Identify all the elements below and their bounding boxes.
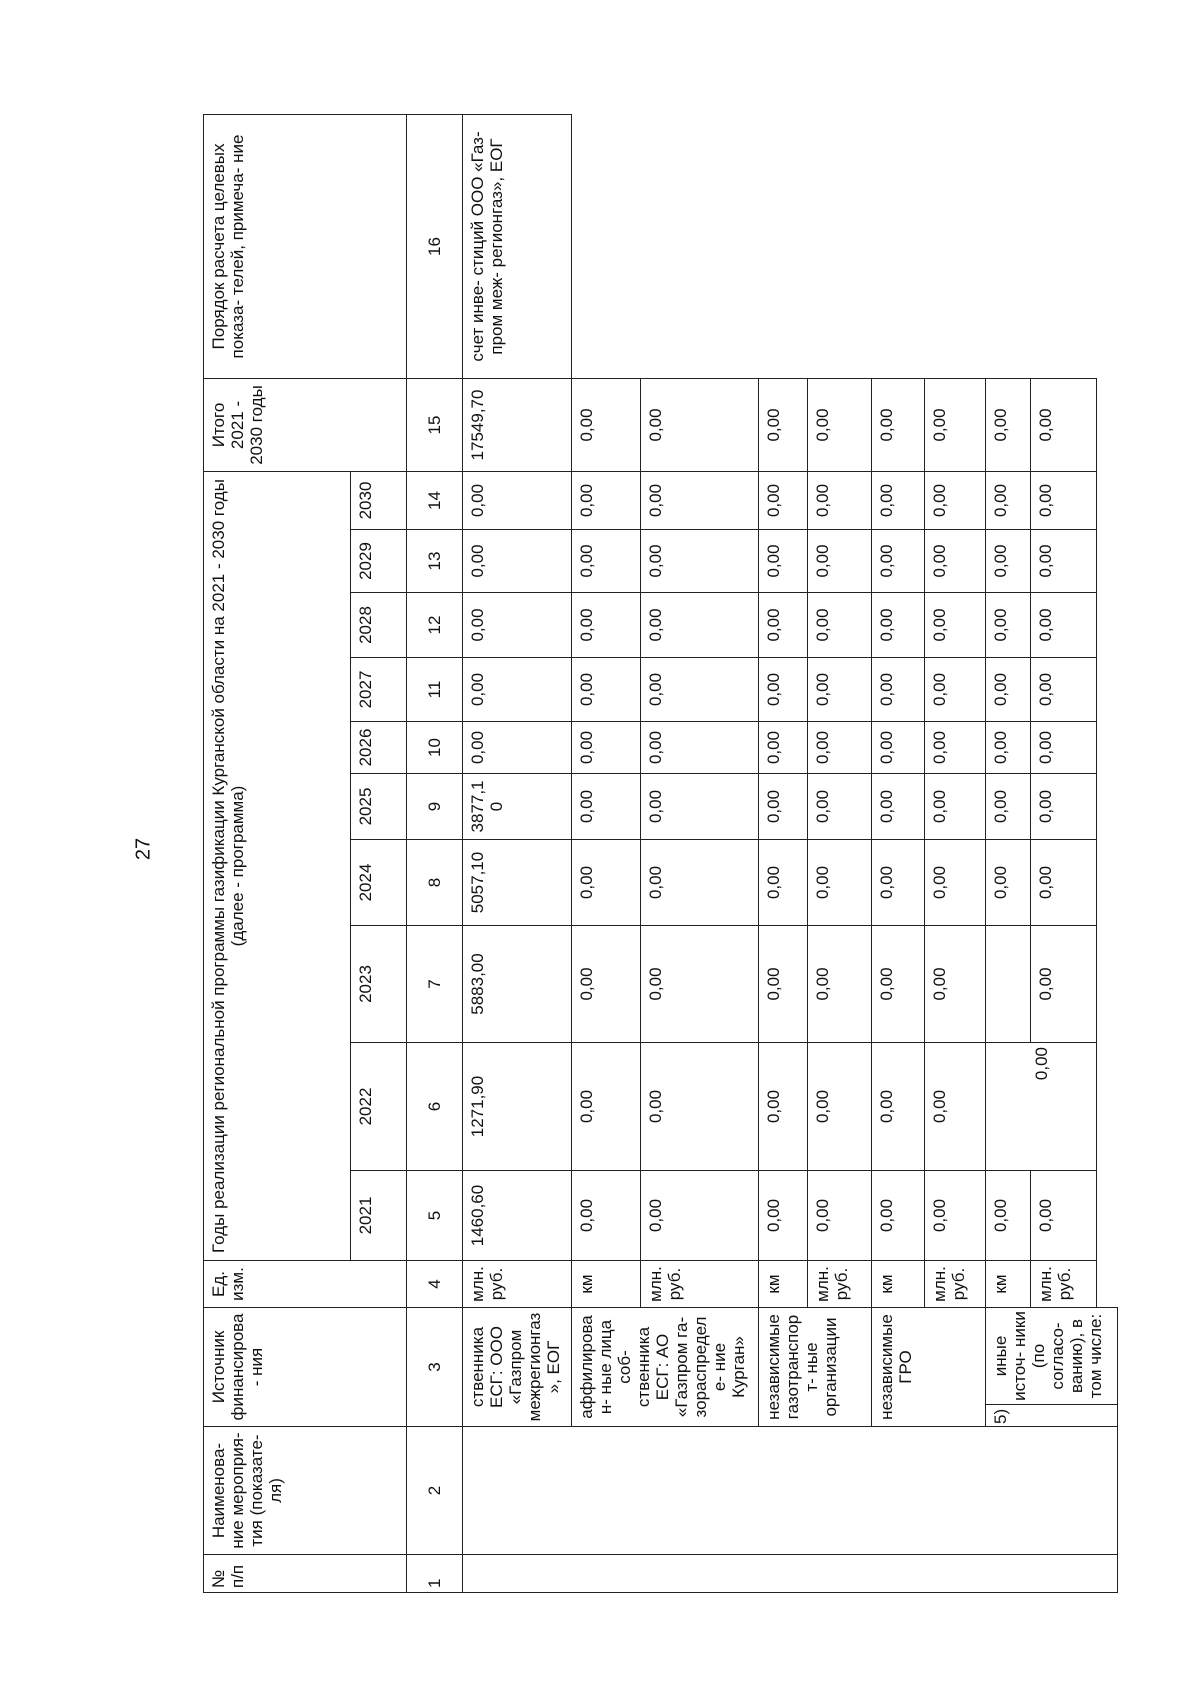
value-cell: 0,00 [640, 774, 758, 840]
source-affiliated: аффилирован- ные лица соб- ственника ЕСГ: АО «Газпром га- зораспределе- ние Курган» [572, 1308, 759, 1427]
value-cell: 0,00 [807, 722, 871, 774]
value-cell: 0,00 [640, 658, 758, 722]
value-cell: 0,00 [871, 1171, 924, 1261]
value-cell: 0,00 [572, 926, 641, 1043]
value-cell: 0,00 [986, 774, 1031, 840]
column-number: 12 [406, 593, 462, 658]
gasification-program-table [203, 114, 1118, 1593]
value-cell: 0,00 [986, 1171, 1031, 1261]
value-cell: 0,00 [758, 1043, 807, 1171]
table-row [572, 114, 641, 1592]
column-number: 16 [406, 114, 462, 378]
value-cell: 0,00 [758, 658, 807, 722]
value-cell: 0,00 [572, 530, 641, 593]
header-number: № п/п [204, 1555, 407, 1593]
value-cell: 0,00 [871, 658, 924, 722]
value-cell: 0,00 [1031, 722, 1097, 774]
value-cell: 0,00 [640, 1043, 758, 1171]
value-cell: 0,00 [758, 840, 807, 926]
header-year: 2023 [350, 926, 406, 1043]
value-cell: 3877,10 [463, 774, 572, 840]
value-cell: 0,00 [807, 926, 871, 1043]
value-cell: 0,00 [924, 840, 985, 926]
column-number: 13 [406, 530, 462, 593]
source-owner: ственника ЕСГ: ООО «Газпром межрегионгаз», ЕОГ [463, 1308, 572, 1427]
header-row [204, 114, 351, 1592]
header-source: Источник финансирова- ния [204, 1308, 407, 1427]
column-number: 9 [406, 774, 462, 840]
header-name: Наименова- ние мероприя- тия (показате- ля) [204, 1427, 407, 1555]
header-year: 2022 [350, 1043, 406, 1171]
value-cell: 0,00 [924, 471, 985, 529]
column-number: 2 [406, 1427, 462, 1555]
value-cell: 0,00 [807, 840, 871, 926]
value-cell: 0,00 [572, 840, 641, 926]
filler [1096, 114, 1107, 1307]
table-row [463, 114, 572, 1592]
value-cell: 0,00 [807, 658, 871, 722]
value-cell: 0,00 [986, 471, 1031, 529]
value-cell: 0,00 [1031, 530, 1097, 593]
value-cell: 0,00 [758, 926, 807, 1043]
value-cell: 0,00 [924, 722, 985, 774]
value-cell: 0,00 [807, 530, 871, 593]
header-years-group: Годы реализации региональной программы газификации Курганской области на 2021 - 2030 годы (далее - программа) [204, 471, 351, 1260]
value-cell: 0,00 [871, 593, 924, 658]
value-cell: 0,00 [463, 593, 572, 658]
header-year: 2028 [350, 593, 406, 658]
column-numbers-row [406, 114, 462, 1592]
value-cell: 0,00 [807, 774, 871, 840]
header-year: 2029 [350, 530, 406, 593]
value-cell: 0,00 [924, 530, 985, 593]
note-cell: счет инве- стиций ООО «Газ- пром меж- регионгаз», ЕОГ [463, 114, 572, 378]
value-cell: 0,00 [1031, 658, 1097, 722]
total-cell: 0,00 [986, 378, 1031, 471]
value-cell: 5057,10 [463, 840, 572, 926]
value-cell: 0,00 [463, 722, 572, 774]
header-note: Порядок расчета целевых показа- телей, примеча- ние [204, 114, 407, 378]
value-cell: 1271,90 [463, 1043, 572, 1171]
value-cell: 0,00 [463, 530, 572, 593]
value-cell: 0,00 [986, 722, 1031, 774]
source-other-cell [986, 1308, 1118, 1427]
value-cell: 0,00 [640, 593, 758, 658]
unit-cell: км [758, 1261, 807, 1308]
page-number: 27 [132, 837, 155, 861]
header-total: Итого 2021 - 2030 годы [204, 378, 407, 471]
value-cell: 0,00 [640, 926, 758, 1043]
total-cell: 0,00 [1031, 378, 1097, 471]
source-transport: независимые газотранспорт- ные организации [758, 1308, 871, 1427]
value-cell: 0,00 [871, 926, 924, 1043]
unit-cell: млн. руб. [640, 1261, 758, 1308]
value-cell: 0,00 [758, 1171, 807, 1261]
value-cell: 0,00 [807, 1043, 871, 1171]
value-cell: 0,00 [640, 1171, 758, 1261]
value-cell: 0,00 [986, 840, 1031, 926]
rotated-table-container [203, 115, 1118, 1593]
unit-cell: млн. руб. [463, 1261, 572, 1308]
value-cell: 0,00 [1031, 926, 1097, 1043]
column-number: 14 [406, 471, 462, 529]
value-cell: 0,00 [986, 530, 1031, 593]
value-cell: 0,00 [758, 774, 807, 840]
column-number: 15 [406, 378, 462, 471]
value-cell: 0,00 [572, 1171, 641, 1261]
value-cell: 0,00 [924, 1043, 985, 1171]
header-year: 2026 [350, 722, 406, 774]
header-year: 2024 [350, 840, 406, 926]
column-number: 3 [406, 1308, 462, 1427]
value-cell: 0,00 [986, 658, 1031, 722]
value-cell: 0,00 [640, 840, 758, 926]
value-cell: 0,00 [572, 774, 641, 840]
header-year: 2027 [350, 658, 406, 722]
header-year: 2030 [350, 471, 406, 529]
total-cell: 0,00 [640, 378, 758, 471]
value-cell: 0,00 [1031, 593, 1097, 658]
total-cell: 0,00 [572, 378, 641, 471]
value-cell: 0,00 [572, 471, 641, 529]
value-cell: 0,00 [924, 658, 985, 722]
source-other-label: иные источ- ники (по согласо- ванию), в том числе: [991, 1311, 1106, 1401]
empty-note [572, 114, 1118, 378]
value-cell: 0,00 [986, 1043, 1097, 1171]
column-number: 7 [406, 926, 462, 1043]
column-number: 5 [406, 1171, 462, 1261]
value-cell: 0,00 [1031, 774, 1097, 840]
value-cell: 0,00 [758, 530, 807, 593]
total-cell: 0,00 [924, 378, 985, 471]
value-cell: 0,00 [572, 593, 641, 658]
header-year: 2025 [350, 774, 406, 840]
value-cell: 0,00 [572, 722, 641, 774]
filler [1107, 114, 1117, 1307]
value-cell: 0,00 [640, 530, 758, 593]
value-cell: 0,00 [463, 658, 572, 722]
value-cell: 0,00 [640, 471, 758, 529]
source-gro: независимые ГРО [871, 1308, 986, 1427]
column-number: 10 [406, 722, 462, 774]
cell-name [463, 1427, 1118, 1555]
value-cell: 0,00 [758, 593, 807, 658]
unit-cell: млн. руб. [1031, 1261, 1097, 1308]
value-cell: 0,00 [807, 1171, 871, 1261]
column-number: 1 [406, 1555, 462, 1593]
total-cell: 0,00 [758, 378, 807, 471]
value-cell: 0,00 [924, 774, 985, 840]
unit-cell: км [986, 1261, 1031, 1308]
value-cell: 0,00 [807, 593, 871, 658]
value-cell: 0,00 [1031, 840, 1097, 926]
unit-cell: млн. руб. [807, 1261, 871, 1308]
value-cell: 0,00 [871, 530, 924, 593]
cell-number [463, 1555, 1118, 1593]
value-cell: 0,00 [572, 1043, 641, 1171]
value-cell: 0,00 [871, 1043, 924, 1171]
value-cell: 0,00 [1031, 1171, 1097, 1261]
value-cell: 0,00 [871, 774, 924, 840]
header-unit: Ед. изм. [204, 1261, 407, 1308]
column-number: 11 [406, 658, 462, 722]
value-cell: 0,00 [1031, 471, 1097, 529]
value-cell: 0,00 [871, 840, 924, 926]
value-cell: 0,00 [640, 722, 758, 774]
value-cell: 0,00 [572, 658, 641, 722]
value-cell: 5883,00 [463, 926, 572, 1043]
total-cell: 0,00 [807, 378, 871, 471]
value-cell: 0,00 [871, 722, 924, 774]
value-cell: 0,00 [758, 722, 807, 774]
column-number: 4 [406, 1261, 462, 1308]
header-year: 2021 [350, 1171, 406, 1261]
value-cell: 0,00 [807, 471, 871, 529]
column-number: 8 [406, 840, 462, 926]
unit-cell: млн. руб. [924, 1261, 985, 1308]
value-cell: 0,00 [758, 471, 807, 529]
value-cell: 0,00 [986, 593, 1031, 658]
value-cell: 0,00 [871, 471, 924, 529]
column-number: 6 [406, 1043, 462, 1171]
total-cell: 0,00 [871, 378, 924, 471]
value-cell: 0,00 [924, 926, 985, 1043]
value-cell: 0,00 [463, 471, 572, 529]
value-cell: 1460,60 [463, 1171, 572, 1261]
unit-cell: км [871, 1261, 924, 1308]
unit-cell: км [572, 1261, 641, 1308]
total-cell: 17549,70 [463, 378, 572, 471]
value-cell: 0,00 [924, 1171, 985, 1261]
value-cell: 0,00 [924, 593, 985, 658]
source-other-number: 5) [986, 1404, 1117, 1426]
